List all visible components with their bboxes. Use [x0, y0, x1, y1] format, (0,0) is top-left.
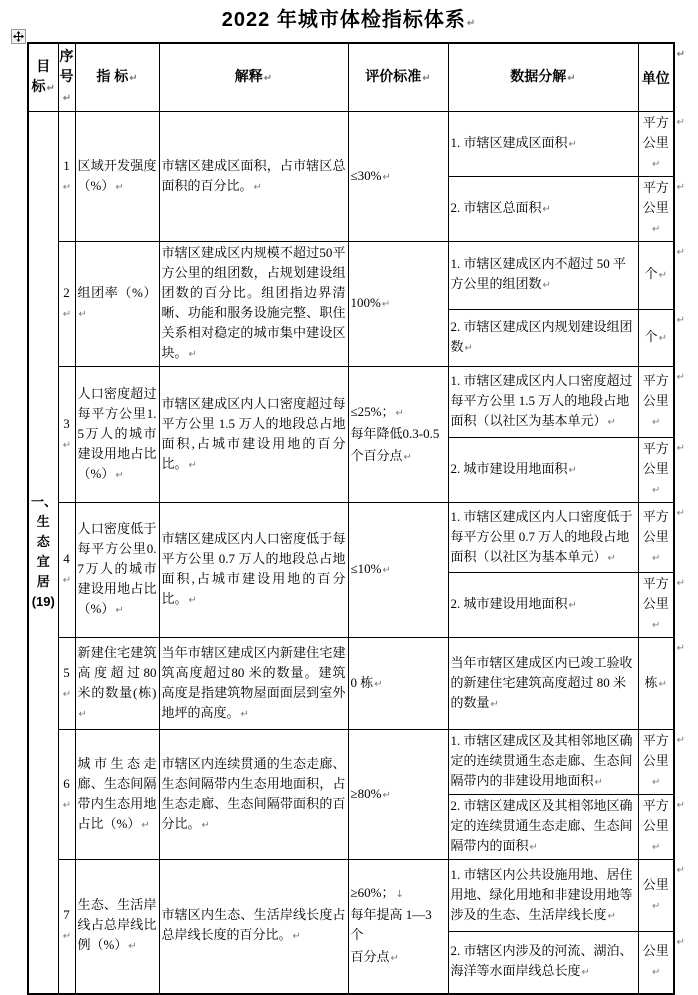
paragraph-mark: ↵: [652, 900, 661, 912]
indicator-cell: [75, 638, 159, 730]
explanation-text: 当年市辖区建成区内新建住宅建筑高度超过80 米的数量。建筑高度是指建筑物屋面面层到室外地坪的高度。: [161, 644, 346, 720]
paragraph-mark: ↵: [62, 688, 72, 700]
paragraph-mark: ↵: [607, 417, 616, 428]
unit-cell: [638, 730, 685, 795]
explanation-cell: [159, 367, 348, 503]
standard-line: [351, 424, 446, 446]
paragraph-mark: ↵: [581, 967, 590, 979]
header-unit-label: 单位: [641, 69, 670, 86]
data-item-cell: [448, 503, 638, 573]
unit-cell: [638, 309, 685, 366]
row-end-mark: ↵: [676, 865, 685, 876]
paragraph-mark: ↵: [403, 451, 412, 463]
unit-cell: [638, 503, 685, 573]
header-indicator-label: 指 标: [96, 68, 129, 84]
data-item-text: 1. 市辖区建成区内人口密度超过每平方公里 1.5 万人的地段占地面积（以社区为基本单元）: [450, 373, 633, 428]
explanation-text: 市辖区建成区内人口密度超过每平方公里 1.5 万人的地段总占地面积,占城市建设用地的百分比。: [161, 395, 346, 471]
row-number: 7: [63, 907, 70, 923]
header-data-breakdown-label: 数据分解: [510, 68, 567, 84]
unit-text: 公里: [642, 876, 669, 892]
unit-text: 公里: [642, 943, 669, 959]
explanation-cell: [159, 730, 348, 860]
paragraph-mark: ↵: [567, 73, 576, 84]
indicator-table: [27, 42, 685, 995]
paragraph-mark: ↵: [141, 819, 150, 831]
data-item-text: 1. 市辖区建成区面积: [450, 135, 568, 150]
data-item-cell: [448, 242, 638, 310]
standard-line: [351, 905, 446, 947]
header-no-label: 序号: [59, 48, 74, 84]
data-item-cell: [448, 438, 638, 503]
paragraph-mark: ↵: [62, 309, 72, 320]
paragraph-mark: ↵: [464, 342, 473, 354]
header-data-breakdown: [448, 43, 638, 112]
row-end-mark: ↵: [676, 314, 685, 326]
paragraph-mark: ↵: [390, 953, 399, 965]
table-move-handle[interactable]: [11, 29, 26, 44]
unit-cell: [638, 860, 685, 932]
standard-cell: [348, 730, 448, 860]
indicator-text: 人口密度超过每平方公里1.5万人的城市建设用地占比（%）: [77, 385, 157, 481]
header-explanation-label: 解释: [234, 68, 263, 84]
paragraph-mark: ↵: [382, 171, 391, 183]
unit-cell: [638, 932, 685, 994]
paragraph-mark: ↵: [128, 941, 137, 953]
standard-cell: [348, 638, 448, 730]
paragraph-mark: ↵: [422, 73, 431, 84]
goal-cell: [28, 112, 58, 994]
paragraph-mark: ↵: [568, 465, 577, 476]
paragraph-mark: ↵: [46, 83, 55, 94]
paragraph-mark: ↵: [115, 605, 124, 616]
header-standard: [348, 43, 448, 112]
data-item-text: 2. 城市建设用地面积: [450, 461, 568, 476]
explanation-cell: [159, 860, 348, 994]
data-item-text: 1. 市辖区建成区内人口密度低于每平方公里 0.7 万人的地段占地面积（以社区为基本单元）: [450, 508, 633, 564]
paragraph-mark: ↵: [201, 819, 210, 831]
table-row: [28, 503, 674, 573]
row-number: 4: [63, 551, 70, 566]
standard-text: 0 栋: [350, 674, 374, 690]
explanation-cell: [159, 242, 348, 367]
paragraph-mark: ↵: [490, 698, 499, 710]
indicator-cell: [75, 503, 159, 638]
explanation-cell: [159, 503, 348, 638]
standard-line: [351, 883, 446, 905]
standard-text: 100%: [350, 295, 381, 310]
explanation-cell: [159, 638, 348, 730]
explanation-cell: [159, 112, 348, 242]
table-row: [28, 860, 674, 932]
row-end-mark: ↵: [676, 372, 685, 383]
paragraph-mark: ↵: [263, 73, 273, 84]
indicator-cell: [75, 242, 159, 367]
header-unit: [638, 43, 685, 112]
document-title: [0, 3, 698, 32]
paragraph-mark: ↵: [568, 139, 577, 150]
row-number-cell: [58, 638, 75, 730]
paragraph-mark: ↵: [568, 600, 577, 611]
paragraph-mark: ↵: [652, 777, 661, 788]
table-row: [28, 730, 674, 795]
row-end-mark: ↵: [676, 735, 685, 746]
standard-line: [351, 673, 446, 695]
goal-line: (19): [31, 594, 55, 610]
unit-text: 平方公里: [642, 441, 669, 476]
explanation-text: 市辖区建成区内规模不超过50平方公里的组团数，占规划建设组团数的百分比。组团指边界清晰、功能和服务设施完整、职住关系相对稳定的城市集中建设区块。: [161, 245, 346, 360]
data-item-cell: [448, 573, 638, 638]
data-item-cell: [448, 795, 638, 860]
paragraph-mark: ↵: [529, 842, 538, 853]
standard-line: [351, 293, 446, 315]
document-title-text: 2022 年城市体检指标体系: [221, 9, 466, 31]
paragraph-mark: ↵: [395, 407, 404, 419]
line-break-mark: ↓: [395, 889, 404, 901]
unit-text: 个: [644, 266, 658, 282]
paragraph-mark: ↵: [542, 280, 551, 292]
unit-text: 栋: [644, 674, 658, 690]
standard-line: [351, 446, 446, 468]
indicator-text: 城市生态走廊、生态间隔带内生态用地占比（%）: [77, 755, 157, 831]
standard-text: ≤25%；: [350, 403, 395, 419]
paragraph-mark: ↵: [62, 181, 72, 193]
explanation-text: 市辖区内连续贯通的生态走廊、生态间隔带内生态用地面积，占生态走廊、生态间隔带面积的百分比。: [161, 755, 346, 831]
unit-cell: [638, 638, 685, 730]
unit-text: 平方公里: [642, 576, 669, 611]
data-item-text: 2. 市辖区内涉及的河流、湖泊、海洋等水面岸线总长度: [450, 943, 633, 979]
data-item-text: 2. 市辖区建成区及其相邻地区确定的连续贯通生态走廊、生态间隔带内的面积: [450, 798, 633, 853]
paragraph-mark: ↵: [115, 181, 124, 193]
data-item-text: 2. 城市建设用地面积: [450, 596, 568, 611]
standard-line: [351, 166, 446, 188]
goal-line: 宜居: [36, 554, 50, 590]
indicator-cell: [75, 367, 159, 503]
row-number-cell: [58, 860, 75, 994]
data-item-text: 1. 市辖区建成区内不超过 50 平方公里的组团数: [450, 256, 627, 292]
unit-cell: [638, 177, 685, 242]
paragraph-mark: ↵: [658, 332, 667, 344]
paragraph-mark: ↵: [382, 565, 391, 576]
header-goal: [28, 43, 58, 112]
unit-cell: [638, 438, 685, 503]
row-end-mark: ↵: [676, 937, 685, 948]
move-arrows-icon: [13, 31, 24, 42]
row-end-mark: ↵: [676, 117, 685, 128]
paragraph-mark: ↵: [374, 678, 383, 690]
paragraph-mark: ↵: [652, 159, 661, 170]
data-item-text: 2. 市辖区总面积: [450, 200, 542, 215]
data-item-cell: [448, 177, 638, 242]
paragraph-mark: ↵: [652, 224, 661, 235]
table-row: [28, 638, 674, 730]
row-end-mark: ↵: [676, 800, 685, 811]
explanation-text: 市辖区内生态、生活岸线长度占总岸线长度的百分比。: [161, 907, 346, 943]
row-number: 2: [63, 285, 70, 300]
table-row: [28, 242, 674, 310]
paragraph-mark: ↵: [62, 575, 72, 586]
data-item-text: 2. 市辖区建成区内规划建设组团数: [450, 318, 633, 354]
paragraph-mark: ↵: [658, 678, 667, 690]
unit-cell: [638, 242, 685, 310]
paragraph-mark: ↵: [382, 789, 391, 801]
standard-cell: [348, 860, 448, 994]
indicator-text: 人口密度低于每平方公里0.7万人的城市建设用地占比（%）: [77, 521, 157, 616]
data-item-cell: [448, 932, 638, 994]
paragraph-mark: ↵: [129, 73, 138, 84]
standard-line: [351, 784, 446, 806]
data-item-text: 1. 市辖区建成区及其相邻地区确定的连续贯通生态走廊、生态间隔带内的非建设用地面积: [450, 733, 633, 788]
goal-line: 生态: [36, 514, 50, 550]
unit-text: 平方公里: [642, 373, 669, 408]
unit-text: 平方公里: [642, 508, 669, 544]
standard-text: ≤30%: [350, 167, 382, 183]
paragraph-mark: ↵: [115, 469, 124, 481]
paragraph-mark: ↵: [253, 181, 262, 193]
paragraph-mark: ↵: [78, 309, 87, 320]
standard-text: 每年提高 1—3 个: [350, 907, 432, 943]
unit-cell: [638, 367, 685, 438]
paragraph-mark: ↵: [652, 485, 661, 496]
data-item-text: 1. 市辖区内公共设施用地、居住用地、绿化用地和非建设用地等涉及的生态、生活岸线长度: [450, 866, 633, 922]
paragraph-mark: ↵: [78, 708, 87, 720]
data-item-text: 当年市辖区建成区内已竣工验收的新建住宅建筑高度超过 80 米的数量: [450, 654, 633, 710]
header-explanation: [159, 43, 348, 112]
row-number-cell: [58, 242, 75, 367]
paragraph-mark: ↵: [381, 299, 391, 310]
indicator-cell: [75, 730, 159, 860]
paragraph-mark: ↵: [292, 931, 301, 943]
unit-cell: [638, 573, 685, 638]
indicator-text: 组团率（%）: [77, 285, 157, 300]
paragraph-mark: ↵: [188, 459, 197, 471]
indicator-text: 生态、生活岸线占总岸线比例（%）: [77, 897, 157, 953]
paragraph-mark: ↵: [466, 18, 477, 29]
unit-cell: [638, 795, 685, 860]
explanation-text: 市辖区建成区面积，占市辖区总面积的百分比。: [161, 157, 346, 193]
paragraph-mark: ↵: [62, 439, 72, 451]
data-item-cell: [448, 860, 638, 932]
paragraph-mark: ↵: [652, 417, 661, 428]
standard-cell: [348, 242, 448, 367]
standard-cell: [348, 503, 448, 638]
paragraph-mark: ↵: [607, 910, 616, 922]
unit-text: 平方公里: [642, 180, 669, 215]
indicator-text: 区域开发强度（%）: [77, 157, 157, 193]
header-no: [58, 43, 75, 112]
row-end-mark: ↵: [676, 247, 685, 258]
row-end-mark: ↵: [676, 643, 685, 654]
indicator-text: 新建住宅建筑高度超过80 米的数量(栋): [77, 644, 157, 700]
standard-text: ≥60%；: [350, 885, 395, 901]
row-number: 3: [63, 415, 70, 431]
paragraph-mark: ↵: [607, 552, 616, 564]
unit-text: 平方公里: [642, 115, 669, 150]
standard-cell: [348, 367, 448, 503]
paragraph-mark: ↵: [188, 595, 197, 606]
row-end-mark: ↵: [676, 508, 685, 519]
unit-cell: [638, 112, 685, 177]
paragraph-mark: ↵: [652, 552, 661, 564]
goal-line: 一、: [31, 494, 58, 510]
paragraph-mark: ↵: [62, 93, 72, 104]
header-indicator: [75, 43, 159, 112]
data-item-cell: [448, 112, 638, 177]
row-number: 5: [63, 664, 70, 680]
unit-text: 平方公里: [642, 733, 669, 768]
table-row: [28, 112, 674, 177]
paragraph-mark: ↵: [62, 799, 72, 811]
paragraph-mark: ↵: [658, 270, 667, 282]
row-number: 6: [63, 775, 70, 791]
unit-text: 个: [644, 328, 658, 344]
standard-line: [351, 402, 446, 424]
paragraph-mark: ↵: [240, 708, 249, 720]
row-number-cell: [58, 112, 75, 242]
standard-cell: [348, 112, 448, 242]
standard-text: 每年降低0.3-0.5: [350, 425, 440, 441]
standard-text: ≤10%: [350, 561, 382, 576]
unit-text: 平方公里: [642, 798, 669, 833]
paragraph-mark: ↵: [188, 349, 197, 360]
indicator-cell: [75, 860, 159, 994]
paragraph-mark: ↵: [652, 842, 661, 853]
paragraph-mark: ↵: [652, 967, 661, 979]
standard-text: ≥80%: [350, 785, 382, 801]
standard-line: [351, 559, 446, 581]
standard-line: [351, 947, 446, 969]
explanation-text: 市辖区建成区内人口密度低于每平方公里 0.7 万人的地段总占地面积,占城市建设用地的百分比。: [161, 531, 346, 606]
header-goal-label: 目标: [31, 58, 51, 94]
row-end-mark: ↵: [676, 578, 685, 589]
row-number-cell: [58, 367, 75, 503]
standard-text: 百分点: [350, 949, 390, 965]
row-end-mark: ↵: [676, 443, 685, 454]
paragraph-mark: ↵: [594, 777, 603, 788]
data-item-cell: [448, 638, 638, 730]
table-row: [28, 367, 674, 438]
standard-text: 个百分点: [350, 447, 403, 463]
row-end-mark: ↵: [676, 182, 685, 193]
row-number-cell: [58, 503, 75, 638]
data-item-cell: [448, 309, 638, 366]
indicator-cell: [75, 112, 159, 242]
data-item-cell: [448, 730, 638, 795]
paragraph-mark: ↵: [652, 620, 661, 631]
row-number: 1: [63, 157, 70, 173]
row-end-mark: ↵: [676, 49, 685, 60]
row-number-cell: [58, 730, 75, 860]
data-item-cell: [448, 367, 638, 438]
paragraph-mark: ↵: [542, 204, 551, 215]
header-standard-label: 评价标准: [365, 68, 422, 84]
paragraph-mark: ↵: [62, 931, 72, 943]
header-row: [28, 43, 674, 112]
